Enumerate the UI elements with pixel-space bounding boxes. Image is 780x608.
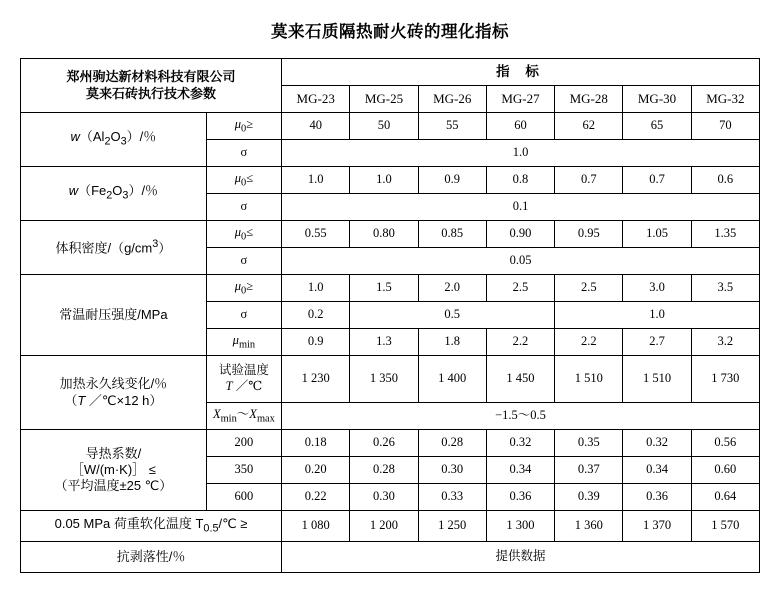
cell-value: 2.5 — [486, 275, 554, 302]
cell-value: 1.3 — [350, 329, 418, 356]
row-symbol: σ — [206, 248, 281, 275]
table-row — [21, 511, 760, 542]
row-symbol: 600 — [206, 484, 281, 511]
grade-header: MG-25 — [350, 86, 418, 113]
specification-table — [20, 58, 760, 573]
cell-value: 70 — [691, 113, 759, 140]
cell-value: 0.30 — [418, 457, 486, 484]
cell-value: 65 — [623, 113, 691, 140]
cell-value: 1.05 — [623, 221, 691, 248]
cell-value: 2.0 — [418, 275, 486, 302]
cell-value: 0.32 — [623, 430, 691, 457]
page-title: 莫来石质隔热耐火砖的理化指标 — [271, 23, 509, 41]
cell-value: 1.0 — [555, 302, 760, 329]
cell-value: 1.0 — [282, 167, 350, 194]
cell-value: 0.8 — [486, 167, 554, 194]
table-row — [21, 356, 760, 403]
table-row — [21, 167, 760, 194]
cell-value: 1 250 — [418, 511, 486, 542]
row-symbol: σ — [206, 140, 281, 167]
cell-value: 0.6 — [691, 167, 759, 194]
grade-header: MG-23 — [282, 86, 350, 113]
cell-value: 0.7 — [555, 167, 623, 194]
cell-value: 0.28 — [418, 430, 486, 457]
cell-value: 0.26 — [350, 430, 418, 457]
cell-value: 1 730 — [691, 356, 759, 403]
cell-value: 2.2 — [486, 329, 554, 356]
table-row — [21, 430, 760, 457]
row-label: $w(Al_2O_3)/$％ — [21, 113, 207, 167]
cell-value: 0.20 — [282, 457, 350, 484]
cell-value: 1 300 — [486, 511, 554, 542]
cell-value: 0.36 — [623, 484, 691, 511]
row-label: $w(Fe_2O_3)/$％ — [21, 167, 207, 221]
row-symbol: $\mu_0\ge$ — [206, 113, 281, 140]
cell-value: 1 350 — [350, 356, 418, 403]
cell-value: 1.35 — [691, 221, 759, 248]
cell-value: 0.35 — [555, 430, 623, 457]
table-row — [21, 542, 760, 573]
table-row — [21, 221, 760, 248]
cell-value: 1 510 — [623, 356, 691, 403]
cell-value: 0.56 — [691, 430, 759, 457]
row-label: 常温耐压强度/MPa — [21, 275, 207, 356]
cell-value: 0.33 — [418, 484, 486, 511]
cell-value: 1 450 — [486, 356, 554, 403]
cell-value: 0.7 — [623, 167, 691, 194]
grade-header: MG-27 — [486, 86, 554, 113]
cell-value: 2.2 — [555, 329, 623, 356]
row-symbol: σ — [206, 194, 281, 221]
cell-value: 1 510 — [555, 356, 623, 403]
cell-value: 0.22 — [282, 484, 350, 511]
cell-value: 0.28 — [350, 457, 418, 484]
cell-value: 0.5 — [350, 302, 555, 329]
cell-value: 0.34 — [486, 457, 554, 484]
cell-value: 提供数据 — [282, 542, 760, 573]
cell-value: 0.39 — [555, 484, 623, 511]
company-name: 郑州驹达新材料科技有限公司 — [66, 69, 236, 85]
row-symbol: $\mu_{min}$ — [206, 329, 281, 356]
cell-value: 1.8 — [418, 329, 486, 356]
cell-value: 55 — [418, 113, 486, 140]
cell-value: 0.80 — [350, 221, 418, 248]
cell-value: 1 080 — [282, 511, 350, 542]
grade-header: MG-32 — [691, 86, 759, 113]
cell-value: 0.95 — [555, 221, 623, 248]
cell-value: 3.5 — [691, 275, 759, 302]
row-symbol: $X_{min}\sim X_{max}$ — [206, 403, 281, 430]
row-symbol: σ — [206, 302, 281, 329]
cell-value: 3.0 — [623, 275, 691, 302]
row-label: 导热系数/ ［W/(m·K)］ ≤ （平均温度±25 ℃） — [21, 430, 207, 511]
cell-value: 0.9 — [418, 167, 486, 194]
row-symbol: $\mu_0\ge$ — [206, 275, 281, 302]
cell-value: 1.0 — [282, 275, 350, 302]
company-standard: 莫来石砖执行技术参数 — [86, 85, 217, 101]
row-symbol: 200 — [206, 430, 281, 457]
cell-value: 2.7 — [623, 329, 691, 356]
cell-value: 2.5 — [555, 275, 623, 302]
cell-value: 0.85 — [418, 221, 486, 248]
table-row — [21, 275, 760, 302]
cell-value: 60 — [486, 113, 554, 140]
cell-value: 0.18 — [282, 430, 350, 457]
cell-value: 1.0 — [350, 167, 418, 194]
cell-value: 1 230 — [282, 356, 350, 403]
cell-value: 1 400 — [418, 356, 486, 403]
grade-header: MG-30 — [623, 86, 691, 113]
cell-value: 0.60 — [691, 457, 759, 484]
cell-value: 0.2 — [282, 302, 350, 329]
table-header-row — [21, 59, 760, 86]
cell-value: 0.64 — [691, 484, 759, 511]
grade-header: MG-26 — [418, 86, 486, 113]
row-symbol: 试验温度 T ／℃ — [206, 356, 281, 403]
row-symbol: $\mu_0\le$ — [206, 167, 281, 194]
cell-value: 0.9 — [282, 329, 350, 356]
cell-value: 0.30 — [350, 484, 418, 511]
cell-value: 62 — [555, 113, 623, 140]
cell-value: 50 — [350, 113, 418, 140]
row-symbol: $\mu_0\le$ — [206, 221, 281, 248]
cell-value: 3.2 — [691, 329, 759, 356]
cell-value: 1.5 — [350, 275, 418, 302]
row-label: 0.05 MPa 荷重软化温度 $T_{0.5}/℃$ ≥ — [21, 511, 282, 542]
cell-value: 40 — [282, 113, 350, 140]
row-label: 加热永久线变化/％ （T ／℃×12 h） — [21, 356, 207, 430]
cell-value: 0.90 — [486, 221, 554, 248]
row-label: 抗剥落性/％ — [21, 542, 282, 573]
grade-header: MG-28 — [555, 86, 623, 113]
cell-value: 0.1 — [282, 194, 760, 221]
header-index-label: 指 标 — [282, 59, 760, 86]
cell-value: 1.0 — [282, 140, 760, 167]
cell-value: 0.05 — [282, 248, 760, 275]
cell-value: 0.36 — [486, 484, 554, 511]
cell-value: 1 200 — [350, 511, 418, 542]
cell-value: −1.5～0.5 — [282, 403, 760, 430]
header-company-cell — [21, 59, 282, 113]
cell-value: 0.55 — [282, 221, 350, 248]
table-row — [21, 113, 760, 140]
cell-value: 0.37 — [555, 457, 623, 484]
cell-value: 1 360 — [555, 511, 623, 542]
cell-value: 1 370 — [623, 511, 691, 542]
row-symbol: 350 — [206, 457, 281, 484]
cell-value: 1 570 — [691, 511, 759, 542]
cell-value: 0.32 — [486, 430, 554, 457]
cell-value: 0.34 — [623, 457, 691, 484]
row-label: 体积密度$/(g/cm^3)$ — [21, 221, 207, 275]
